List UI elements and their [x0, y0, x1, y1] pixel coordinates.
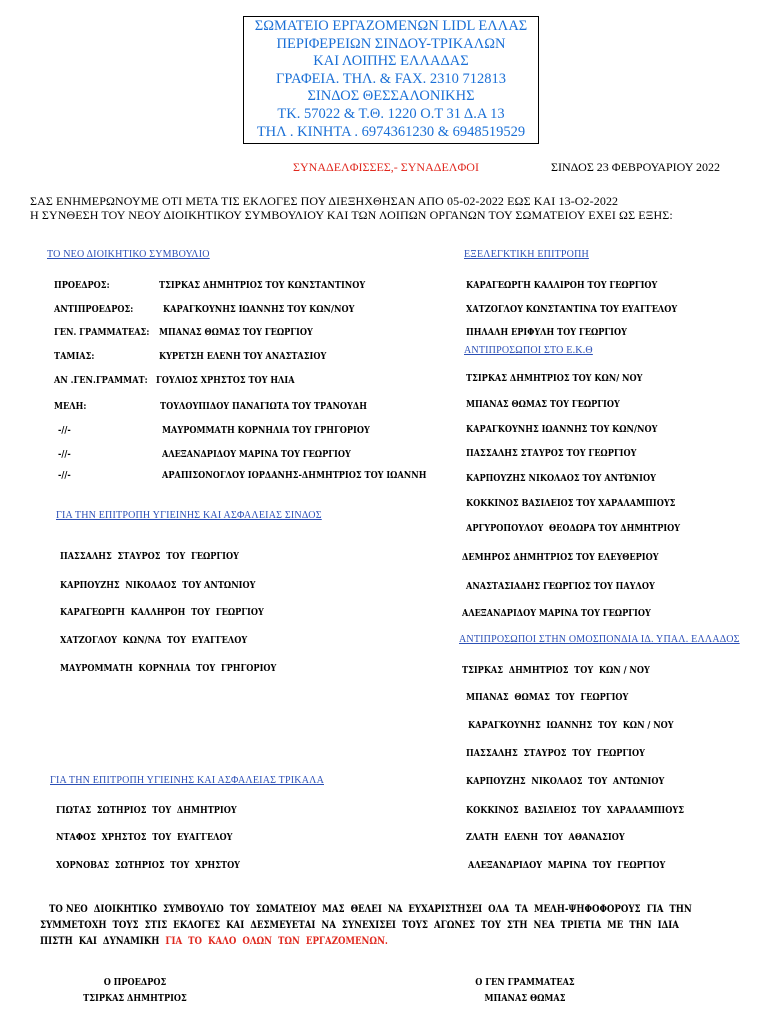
closing-line-3: [40, 934, 692, 950]
board-role: ΓΕΝ. ΓΡΑΜΜΑΤΕΑΣ:: [54, 327, 150, 338]
sindos-hs-member: ΠΑΣΣΑΛΗΣ ΣΤΑΥΡΟΣ ΤΟΥ ΓΕΩΡΓΙΟΥ: [60, 551, 239, 562]
board-role: ΠΡΟΕΔΡΟΣ:: [54, 280, 110, 291]
closing-highlight: ΓΙΑ ΤΟ ΚΑΛΟ ΟΛΩΝ ΤΩΝ ΕΡΓΑΖΟΜΕΝΩΝ.: [165, 936, 388, 947]
signature-president: [71, 975, 200, 1007]
board-role: -//-: [58, 449, 71, 460]
eko-member: ΑΡΓΥΡΟΠΟΥΛΟΥ ΘΕΟΔΩΡΑ ΤΟΥ ΔΗΜΗΤΡΙΟΥ: [466, 523, 681, 534]
board-member-name: ΤΟΥΛΟΥΠΙΔΟΥ ΠΑΝΑΓΙΩΤΑ ΤΟΥ ΤΡΑΝΟΥΔΗ: [160, 401, 367, 412]
federation-member: ΤΣΙΡΚΑΣ ΔΗΜΗΤΡΙΟΣ ΤΟΥ ΚΩΝ / ΝΟΥ: [462, 665, 650, 676]
eko-title: ΑΝΤΙΠΡΟΣΩΠΟΙ ΣΤΟ Ε.Κ.Θ: [464, 345, 593, 356]
closing-line-1: ΤΟ ΝΕΟ ΔΙΟΙΚΗΤΙΚΟ ΣΥΜΒΟΥΛΙΟ ΤΟΥ ΣΩΜΑΤΕΙΟΥ ΜΑΣ ΘΕΛΕΙ ΝΑ ΕΥΧΑΡΙΣΤΗΣΕΙ ΟΛΑ ΤΑ ΜΕΛΗ-ΨΗΦΟΦΟΡΟΥΣ ΓΙΑ ΤΗΝ: [40, 904, 692, 915]
intro-line-2: Η ΣΥΝΘΕΣΗ ΤΟΥ ΝΕΟΥ ΔΙΟΙΚΗΤΙΚΟΥ ΣΥΜΒΟΥΛΙΟΥ ΚΑΙ ΤΩΝ ΛΟΙΠΩΝ ΟΡΓΑΝΩΝ ΤΟΥ ΣΩΜΑΤΕΙΟΥ ΕΧΕΙ ΩΣ ΕΞΗΣ:: [30, 208, 673, 222]
closing-line-2: ΣΥΜΜΕΤΟΧΗ ΤΟΥΣ ΣΤΙΣ ΕΚΛΟΓΕΣ ΚΑΙ ΔΕΣΜΕΥΕΤΑΙ ΝΑ ΣΥΝΕΧΙΣΕΙ ΤΟΥΣ ΑΓΩΝΕΣ ΤΟΥ ΣΤΗ ΝΕΑ ΤΡΙΕΤΙΑ ΜΕ ΤΗΝ ΙΔΙΑ: [40, 920, 679, 931]
eko-member: ΜΠΑΝΑΣ ΘΩΜΑΣ ΤΟΥ ΓΕΩΡΓΙΟΥ: [466, 399, 620, 410]
intro-line-1: ΣΑΣ ΕΝΗΜΕΡΩΝΟΥΜΕ ΟΤΙ ΜΕΤΑ ΤΙΣ ΕΚΛΟΓΕΣ ΠΟΥ ΔΙΕΞΗΧΘΗΣΑΝ ΑΠΟ 05-02-2022 ΕΩΣ ΚΑΙ 13-Ο2-2022: [30, 194, 619, 208]
greeting: ΣΥΝΑΔΕΛΦΙΣΣΕΣ,- ΣΥΝΑΔΕΛΦΟΙ: [293, 160, 479, 174]
signature-secretary-title: Ο ΓΕΝ ΓΡΑΜΜΑΤΕΑΣ: [475, 977, 575, 988]
signature-secretary: [452, 975, 598, 1007]
board-title: ΤΟ ΝΕΟ ΔΙΟΙΚΗΤΙΚΟ ΣΥΜΒΟΥΛΙΟ: [47, 249, 210, 260]
letterhead-line: ΚΑΙ ΛΟΙΠΗΣ ΕΛΛΑΔΑΣ: [313, 53, 469, 70]
trikala-hs-member: ΝΤΑΦΟΣ ΧΡΗΣΤΟΣ ΤΟΥ ΕΥΑΓΓΕΛΟΥ: [56, 832, 233, 843]
eko-member: ΚΑΡΑΓΚΟΥΝΗΣ ΙΩΑΝΝΗΣ ΤΟΥ ΚΩΝ/ΝΟΥ: [466, 424, 658, 435]
board-member-name: ΚΥΡΕΤΣΗ ΕΛΕΝΗ ΤΟΥ ΑΝΑΣΤΑΣΙΟΥ: [159, 351, 327, 362]
trikala-hs-member: ΧΟΡΝΟΒΑΣ ΣΩΤΗΡΙΟΣ ΤΟΥ ΧΡΗΣΤΟΥ: [56, 860, 241, 871]
letterhead-line: ΣΙΝΔΟΣ ΘΕΣΣΑΛΟΝΙΚΗΣ: [307, 88, 475, 105]
letterhead-line: ΤΚ. 57022 & Τ.Θ. 1220 Ο.Τ 31 Δ.Α 13: [277, 105, 505, 122]
board-role: ΑΝΤΙΠΡΟΕΔΡΟΣ:: [54, 304, 134, 315]
letterhead-line: ΓΡΑΦΕΙΑ. ΤΗΛ. & FAX. 2310 712813: [275, 70, 507, 87]
audit-title: ΕΞΕΛΕΓΚΤΙΚΗ ΕΠΙΤΡΟΠΗ: [464, 249, 589, 260]
board-member-name: ΓΟΥΛΙΟΣ ΧΡΗΣΤΟΣ ΤΟΥ ΗΛΙΑ: [156, 375, 295, 386]
board-role: -//-: [58, 470, 71, 481]
letterhead-line: ΠΕΡΙΦΕΡΕΙΩΝ ΣΙΝΔΟΥ-ΤΡΙΚΑΛΩΝ: [276, 35, 506, 52]
federation-member: ΠΑΣΣΑΛΗΣ ΣΤΑΥΡΟΣ ΤΟΥ ΓΕΩΡΓΙΟΥ: [466, 748, 645, 759]
board-member-name: ΑΡΑΠΙΣΟΝΟΓΛΟΥ ΙΟΡΔΑΝΗΣ-ΔΗΜΗΤΡΙΟΣ ΤΟΥ ΙΩΑΝΝΗ: [162, 470, 427, 481]
signature-president-title: Ο ΠΡΟΕΔΡΟΣ: [103, 977, 167, 988]
federation-title: ΑΝΤΙΠΡΟΣΩΠΟΙ ΣΤΗΝ ΟΜΟΣΠΟΝΔΙΑ ΙΔ. ΥΠΑΛ. ΕΛΛΑΔΟΣ: [459, 634, 740, 645]
board-role: ΑΝ .ΓΕΝ.ΓΡΑΜΜΑΤ:: [54, 375, 148, 386]
letterhead-line: ΤΗΛ . ΚΙΝΗΤΑ . 6974361230 & 6948519529: [256, 123, 526, 140]
signature-president-name: ΤΣΙΡΚΑΣ ΔΗΜΗΤΡΙΟΣ: [83, 993, 187, 1004]
board-member-name: ΤΣΙΡΚΑΣ ΔΗΜΗΤΡΙΟΣ ΤΟΥ ΚΩΝΣΤΑΝΤΙΝΟΥ: [159, 280, 366, 291]
eko-member: ΠΑΣΣΑΛΗΣ ΣΤΑΥΡΟΣ ΤΟΥ ΓΕΩΡΓΙΟΥ: [466, 448, 637, 459]
federation-member: ΑΛΕΞΑΝΔΡΙΔΟΥ ΜΑΡΙΝΑ ΤΟΥ ΓΕΩΡΓΙΟΥ: [468, 860, 666, 871]
federation-member: ΚΟΚΚΙΝΟΣ ΒΑΣΙΛΕΙΟΣ ΤΟΥ ΧΑΡΑΛΑΜΠΙΟΥΣ: [466, 805, 684, 816]
board-member-name: ΜΠΑΝΑΣ ΘΩΜΑΣ ΤΟΥ ΓΕΩΡΓΙΟΥ: [159, 327, 313, 338]
board-member-name: ΜΑΥΡΟΜΜΑΤΗ ΚΟΡΝΗΛΙΑ ΤΟΥ ΓΡΗΓΟΡΙΟΥ: [162, 425, 370, 436]
signature-secretary-name: ΜΠΑΝΑΣ ΘΩΜΑΣ: [484, 993, 566, 1004]
trikala-hs-title: ΓΙΑ ΤΗΝ ΕΠΙΤΡΟΠΗ ΥΓΙΕΙΝΗΣ ΚΑΙ ΑΣΦΑΛΕΙΑΣ ΤΡΙΚΑΛΑ: [50, 775, 324, 786]
letterhead-line: ΣΩΜΑΤΕΙΟ ΕΡΓΑΖΟΜΕΝΩΝ LIDL ΕΛΛΑΣ: [254, 18, 528, 34]
eko-member: ΤΣΙΡΚΑΣ ΔΗΜΗΤΡΙΟΣ ΤΟΥ ΚΩΝ/ ΝΟΥ: [466, 373, 643, 384]
closing-line-3-text: ΠΙΣΤΗ ΚΑΙ ΔΥΝΑΜΙΚΗ: [40, 936, 166, 947]
trikala-hs-member: ΓΙΩΤΑΣ ΣΩΤΗΡΙΟΣ ΤΟΥ ΔΗΜΗΤΡΙΟΥ: [56, 805, 237, 816]
audit-member: ΠΗΛΑΛΗ ΕΡΙΦΥΛΗ ΤΟΥ ΓΕΩΡΓΙΟΥ: [466, 327, 627, 338]
sindos-hs-member: ΜΑΥΡΟΜΜΑΤΗ ΚΟΡΝΗΛΙΑ ΤΟΥ ΓΡΗΓΟΡΙΟΥ: [60, 663, 277, 674]
board-role: -//-: [58, 425, 71, 436]
eko-member: ΑΝΑΣΤΑΣΙΑΔΗΣ ΓΕΩΡΓΙΟΣ ΤΟΥ ΠΑΥΛΟΥ: [466, 581, 655, 592]
sindos-hs-member: ΚΑΡΠΟΥΖΗΣ ΝΙΚΟΛΑΟΣ ΤΟΥ ΑΝΤΩΝΙΟΥ: [60, 580, 256, 591]
audit-member: ΚΑΡΑΓΕΩΡΓΗ ΚΑΛΛΙΡΟΗ ΤΟΥ ΓΕΩΡΓΙΟΥ: [466, 280, 658, 291]
board-member-name: ΚΑΡΑΓΚΟΥΝΗΣ ΙΩΑΝΝΗΣ ΤΟΥ ΚΩΝ/ΝΟΥ: [163, 304, 355, 315]
sindos-hs-title: ΓΙΑ ΤΗΝ ΕΠΙΤΡΟΠΗ ΥΓΙΕΙΝΗΣ ΚΑΙ ΑΣΦΑΛΕΙΑΣ ΣΙΝΔΟΣ: [56, 510, 322, 521]
sindos-hs-member: ΧΑΤΖΟΓΛΟΥ ΚΩΝ/ΝΑ ΤΟΥ ΕΥΑΓΓΕΛΟΥ: [60, 635, 248, 646]
board-role: ΤΑΜΙΑΣ:: [54, 351, 95, 362]
date-line: ΣΙΝΔΟΣ 23 ΦΕΒΡΟΥΑΡΙΟΥ 2022: [551, 160, 720, 174]
letterhead-box: [243, 16, 539, 144]
federation-member: ΖΛΑΤΗ ΕΛΕΝΗ ΤΟΥ ΑΘΑΝΑΣΙΟΥ: [466, 832, 625, 843]
eko-member: ΚΟΚΚΙΝΟΣ ΒΑΣΙΛΕΙΟΣ ΤΟΥ ΧΑΡΑΛΑΜΠΙΟΥΣ: [466, 498, 676, 509]
eko-member: ΔΕΜΗΡΟΣ ΔΗΜΗΤΡΙΟΣ ΤΟΥ ΕΛΕΥΘΕΡΙΟΥ: [462, 552, 659, 563]
audit-member: ΧΑΤΖΟΓΛΟΥ ΚΩΝΣΤΑΝΤΙΝΑ ΤΟΥ ΕΥΑΓΓΕΛΟΥ: [466, 304, 678, 315]
federation-member: ΚΑΡΑΓΚΟΥΝΗΣ ΙΩΑΝΝΗΣ ΤΟΥ ΚΩΝ / ΝΟΥ: [468, 720, 674, 731]
eko-member: ΚΑΡΠΟΥΖΗΣ ΝΙΚΟΛΑΟΣ ΤΟΥ ΑΝΤΏΝΙΟΥ: [466, 473, 656, 484]
closing-paragraph: [40, 902, 692, 950]
federation-member: ΚΑΡΠΟΥΖΗΣ ΝΙΚΟΛΑΟΣ ΤΟΥ ΑΝΤΩΝΙΟΥ: [466, 776, 665, 787]
federation-member: ΜΠΑΝΑΣ ΘΩΜΑΣ ΤΟΥ ΓΕΩΡΓΙΟΥ: [466, 692, 629, 703]
sindos-hs-member: ΚΑΡΑΓΕΩΡΓΗ ΚΑΛΛΗΡΟΗ ΤΟΥ ΓΕΩΡΓΙΟΥ: [60, 607, 264, 618]
board-role: ΜΕΛΗ:: [54, 401, 87, 412]
board-member-name: ΑΛΕΞΑΝΔΡΙΔΟΥ ΜΑΡΙΝΑ ΤΟΥ ΓΕΩΡΓΙΟΥ: [162, 449, 351, 460]
eko-member: ΑΛΕΞΑΝΔΡΙΔΟΥ ΜΑΡΙΝΑ ΤΟΥ ΓΕΩΡΓΙΟΥ: [462, 608, 651, 619]
